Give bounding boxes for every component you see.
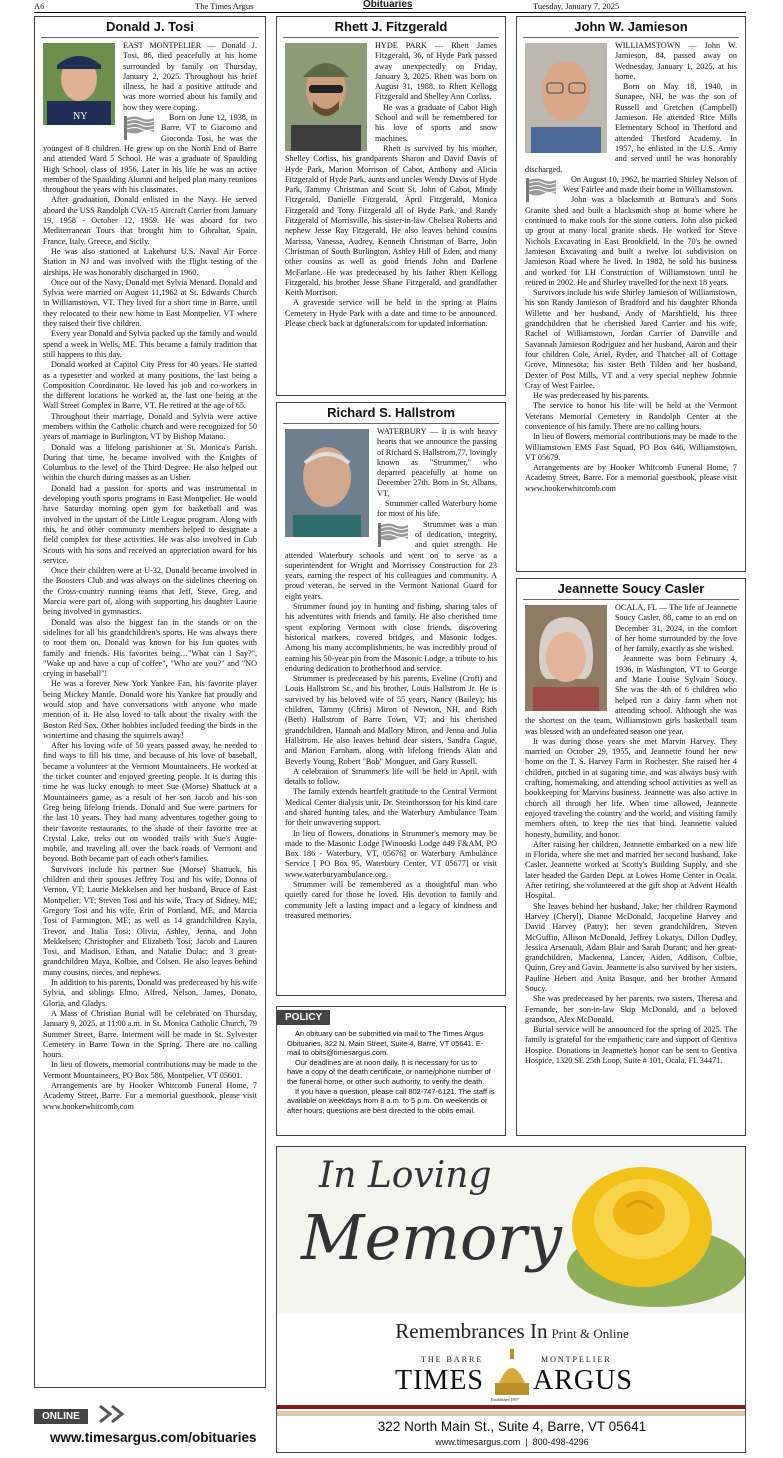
obit-text: Donald was a lifelong parishioner at St. Monica's Parish. During that time, he became involved with the Knights of Columbus to the level of the Third Degree. He also helped out within the church during masses as an Usher. [43, 442, 257, 483]
obit-name: Richard S. Hallstrom [327, 405, 455, 420]
obit-text: A celebration of Strummer's life will be held in April, with details to follow. [285, 766, 497, 787]
obit-text: Donald worked at Capitol City Press for 40 years. He started as a typesetter and worked at many positions, the last being a Composition Coordinator. He loved his job and co-workers in the different locations he worked at, the last one being at the Wall Street Complex in Barre, VT. He retired at the age of 65. [43, 360, 257, 411]
obituaries-link[interactable]: www.timesargus.com/obituaries [50, 1430, 257, 1445]
obit-text: In lieu of flowers, donations in Strummer's memory may be made to the Masonic Lodge [Winooski Lodge #49 F&AM, PO Box 186 - Waterbury, VT, 05676] or Waterbury Ambulance Service [ PO Box 95, Waterbury Center, VT 05677] or visit www.waterburyambulance.org. [285, 828, 497, 879]
obit-text: Donald had a passion for sports and was instrumental in developing youth sports programs in East Montpelier. He would have Saturday morning open gym for basketball and was involved in the upstart of the Little League program. Along with this, he and other community members helped to designate a field complex for these activities. He was also involved in Cub Scouts with his sons and received an appreciation award for his service. [43, 483, 257, 565]
policy-text: If you have a question, please call 802-747-6121. The staff is available on weekdays from 8 a.m. to 5 p.m. On weekends or after hours, questions are best directed to the obits email. [287, 1086, 495, 1115]
obit-text: EAST MONTPELIER — Donald J. Tosi, 86, died peacefully at his home surrounded by family on Thursday, January 2, 2025. Throughout his brief illness, he had a positive attitude and was more worried about his family and how they were coping. [123, 41, 257, 112]
obit-text: After raising her children, Jeannette embarked on a new life in Florida, where she met and married her second husband, Jake Casler. Jeannette worked at Scotty's Building Supply, and she later headed the Garden Dept. at Lowes Home Center in Ocala. After retiring, she volunteered at the gift shop at Advent Health Hospital. [525, 839, 737, 901]
ad-contact: www.timesargus.com | 800-498-4296 [435, 1437, 589, 1447]
page-header [34, 0, 746, 13]
ad-line1: In Loving [319, 1155, 492, 1196]
obit-text: In lieu of flowers, memorial contributions may be made to the Vermont Mountaineers, PO Box 586, Montpelier, VT 05601. [43, 1060, 257, 1080]
obit-text: In lieu of flowers, memorial contributions may be made to the Williamstown EMS Fast Squad, PO Box 646, Williamstown, VT 05679. [525, 432, 737, 462]
obit-text: Once out of the Navy, Donald met Sylvia Menard. Donald and Sylvia were married on August 11,1962 at St. Edwards Church in Williamstown, VT. They lived for a short time in Barre, until they relocated to their new home in East Montpelier, VT where they raised their five children. [43, 277, 257, 329]
flag-icon [123, 115, 155, 141]
obit-text: Once their children were at U-32, Donald became involved in the Boosters Club and was always on the sidelines cheering on the Cross-country running teams that Jeff, Steve, Greg, and Marcia were part of, along with supporting his daughter Laurie being involved in gymnastics. [43, 566, 257, 617]
flag-icon [525, 177, 557, 203]
ad-divider [277, 1411, 746, 1416]
ad-address: 322 North Main St., Suite 4, Barre, VT 05641 [377, 1419, 647, 1434]
obit-text: She leaves behind her husband, Jake; her children Raymond Harvey (Cheryl), Dianne McDonald, Jacqueline Harvey and David Harvey (Patty); her seven grandchildren, Steven McGuffin, Allison McDonald, Jeffrey Lokatys, Dillon Dudley, Jessica Arsenault, Adam Blair and Sarah Durant; and her great-grandchildren, Mackenna, Lancer, Aiden, Addison, Colbie, Quinn, Grey and Gavin. Jeannette is also survived by her sisters, Pauline Hebert and Anita Busque, and her brother Armand Soucy. [525, 901, 737, 993]
logo-montpelier: MONTPELIER [541, 1355, 612, 1364]
obit-text: WILLIAMSTOWN — John W. Jamieson, 84, passed away on Wednesday, January 1, 2025, at his home. [615, 41, 737, 81]
obit-text: He was a forever New York Yankee Fan, his favorite player being Mickey Mantle. Donald wore his Yankee hat proudly and would stop and have conversations with anyone who made mention of it. He also loved to talk about the rivalry with the Boston Red Sox. Other hobbies included feeding the birds in the wintertime and chasing the squirrels away! [43, 679, 257, 740]
photo-casler [525, 605, 607, 711]
ad-remembrances: Remembrances In [395, 1319, 548, 1343]
obit-text: The family extends heartfelt gratitude to the Central Vermont Medical Center dialysis unit, Dr. Steinthorsson for his kind care and shared hunting tales, and the Waterbury Ambulance Team for their unwavering support. [285, 787, 497, 828]
flag-icon [377, 522, 409, 548]
logo-established: Established 1897 [491, 1397, 519, 1402]
obit-text: A Mass of Christian Burial will be celebrated on Thursday, January 9, 2025, at 11:00 a.m. in St. Monica Catholic Church, 79 Summer Street, Barre. Interment will be made in St. Sylvester Cemetery in Barre Town in the Spring. There are no calling hours. [43, 1008, 257, 1060]
obit-text: After graduation, Donald enlisted in the Navy. He served aboard the USS Randolph CVA-15 Aircraft Carrier from January 19, 1958 - October 12, 1959. He was aboard for two Mediterranean Tours that brought him to Gibraltar, Spain, France, Italy, Greece, and Sicily. [43, 195, 257, 246]
online-tag: ONLINE [34, 1409, 88, 1424]
obit-text: Strummer is predeceased by his parents, Eveline (Croft) and Louis Hallstrom Sr., and his brother, Louis Hallstrom Jr. He is survived by his beloved wife of 55 years, Nancy (Bailey); his children, Tammy (Chris) Miron of Newton, NH, and Rich (Beth) Hallstrom of Barre Town, VT; and his cherished grandchildren, Hannah and Mallory Miron, and Jenna and Julia Hallstrom. He also leaves behind dear sisters, Sandra Gague, and Marion Farnham, along with lifelong friends Alan and Beverly Young, Robert "Bob" Monguer, and Gary Russell. [285, 674, 497, 766]
obit-text: Throughout their marriage, Donald and Sylvia were active members within the Catholic church and were recognized for 50 years of marriage in Burlington, VT by Bishop Matano. [43, 411, 257, 442]
obit-text: Survivors include his partner Sue (Morse) Shattuck, his children and their spouses Jeffrey Tosi and his wife, Donna of Vernon, VT; Laurie Mekkelsen and her husband, Bruce of East Montpelier, VT; Steven Tosi and his wife, Tracy of Sidney, ME; Gregory Tosi and his wife, Erin of Portland, ME, and Marcia Tosi of Farmington, ME; as well as 14 grandchildren Kayla, Trevor, and Italia Tosi; Olivia, Ashley, Jenna, and John Mekkelsen; Christopher and Elizabeth Tosi; Jacob and Lauren Tosi, and Madison, Ethan, and Natalie Dulac; and 3 great-grandchildren Maya, Kolbie, and Colsen. He also leaves behind many cousins, nieces, and nephews. [43, 864, 257, 977]
obit-text: A graveside service will be held in the spring at Plains Cemetery in Hyde Park with a date and time to be announced. Please check back at dgfunerals.com for updated information. [285, 298, 497, 329]
ad-divider [277, 1405, 746, 1409]
ad-line2: Memory [301, 1201, 562, 1274]
obit-text: Jeannette was born February 4, 1936, in Washington, VT to George and Marie Louise Sylvain Soucy. She was the 4th of 6 children who helped run a dairy farm when not attending school. Although she was the shortest on the team, Williamstown girls basketball team was blessed with an undefeated season one year. [525, 654, 737, 736]
obit-text: He was a graduate of Cabot High School and will be remembered for his love of sports and snow machines. [375, 102, 497, 143]
obit-text: Donald was also the biggest fan in the stands or on the sidelines for all his grandchildren's sports. He was always there to root them on. Donald was known for his fun quotes with family and friends. His favorites being…"What can I Say?", "Wake up and have a cup of coffee", "Who are you?" and "NO crying in baseball"! [43, 617, 257, 679]
obituary-casler [516, 578, 746, 1136]
obit-text: It was during those years she met Marvin Harvey. They married on October 29, 1955, and Jeannette found her new home on the T. S. Harvey Farm in Rochester. She raised her 4 children, pitched in at sugaring time, and was always busy with crafting, homemaking, and attending school activities as well as bookkeeping for Marvins business. Jeannette was also active in church all through her life. When time allowed, Jeannette enjoyed traveling the country and the world, and visiting family members often, to keep the ties that bind. Jeannette valued honesty, humility, and honor. [525, 736, 737, 839]
obit-text: Arrangements are by Hooker Whitcomb Funeral Home, 7 Academy Street, Barre. For a memorial guestbook, please visit www.hookerwhitcomb.com [525, 463, 737, 493]
obit-text: Arrangements are by Hooker Whitcomb Funeral Home, 7 Academy Street, Barre. For a memorial guestbook, please visit www.hookerwhitcomb.com [43, 1080, 257, 1111]
svg-text:NY: NY [73, 111, 88, 122]
obit-name: Rhett J. Fitzgerald [334, 19, 448, 34]
obit-text: John was a blacksmith at Buttura's and Sons Granite shed and built a blacksmith shop at home where he continued to make tools for the stone cutters. John also picked up grout at many local granite sheds. He worked for Steve Nichols Excavating in East Brookfield. In the 70's he owned Jamieson Excavating and built a twelve lot subdivision on Jamieson Road where he lived. In 1982, he sold his business and worked for LH Construction of Williamstown until he retired in 2002. He and Shirley travelled for the next 18 years. [525, 195, 737, 287]
obit-text: OCALA, FL — The life of Jeannette Soucy Casler, 88, came to an end on December 31, 2024, in the comfort of her home surrounded by the love of her family, exactly as she wished. [615, 603, 737, 654]
paper-name: The Times Argus [195, 1, 254, 11]
obit-text: He was predeceased by his parents. [533, 391, 649, 401]
chevrons-icon [98, 1404, 158, 1424]
obit-text: Strummer was a man of dedication, integrity, and quiet strength. He attended Waterbury schools and went on to serve as a superintendent for Wright and Morrissey Construction for 23 years, earning the respect of his colleagues and community. A proud veteran, he served in the Vermont National Guard for eight years. [285, 519, 497, 601]
obituary-tosi [34, 16, 266, 1388]
logo-argus: ARGUS [533, 1365, 633, 1396]
obit-text: WATERBURY — It is with heavy hearts that we announce the passing of Richard S. Hallstrom,77, lovingly known as "Strummer," who departed peacefully at home on December 27th. Born in St. Albans, VT, [377, 427, 497, 498]
policy-text: Our deadlines are at noon daily. It is necessary for us to have a copy of the death certificate, or name/phone number of the funeral home, or other such authority, to verify the death. [287, 1057, 491, 1086]
page-number: A6 [34, 1, 45, 11]
obit-name: John W. Jamieson [574, 19, 688, 34]
obit-text: HYDE PARK — Rhett James Fitzgerald, 36, of Hyde Park passed away unexpectedly on Friday, January 3, 2025. Rhett was born on August 31, 1988, to Rhett Kellogg Fitzgerald and Shelley Ann Corliss. [375, 41, 497, 102]
section-title: Obituaries [363, 0, 413, 10]
online-banner [34, 1404, 266, 1454]
obit-text: Born on May 18, 1940, in Sunapee, NH, he was the son of Russell and Gretchen (Campbell) Jamieson. He attended Rice Mills Elementary School in Thetford and attended Thetford Academy. In 1957, he enlisted in the U.S. Army and served until he was honorably discharged. [525, 82, 737, 174]
obit-name: Jeannette Soucy Casler [557, 581, 705, 596]
photo-tosi [43, 43, 115, 125]
issue-date: Tuesday, January 7, 2025 [533, 1, 620, 11]
logo-barre: THE BARRE [421, 1355, 484, 1364]
obit-text: Strummer will be remembered as a thoughtful man who quietly cared for those he loved. His devotion to family and community left a lasting impact and a legacy of kindness and treasured memories. [285, 880, 497, 920]
ad-print-online: Print & Online [551, 1326, 629, 1341]
obit-text: On August 10, 1962, he married Shirley Nelson of West Fairlee and made their home in Williamstown. [563, 174, 737, 195]
obit-text: The service to honor his life will be held at the Vermont Veterans Memorial Cemetery in Randolph Center at the convenience of his family. There are no calling hours. [525, 401, 737, 431]
obit-text: She was predeceased by her parents, two sisters, Theresa and Fernande, her son-in-law Skip McDonald, and a beloved grandson, Alex McDonald. [525, 994, 737, 1024]
policy-box [276, 1006, 506, 1136]
obit-text: Survivors include his wife Shirley Jamieson of Williamstown, his son Randy Jamieson of Bradford and his daughter Rhonda Willette and her husband, Andy of Marshfield, his three grandchildren that he cherished Jared Carrier and his wife, Rachel of Williamstown, Jordan Carrier of Danville and Savannah Jamieson Rodriguez and her husband, Aaron and their four children Cole, Ariel, Ryder, and Thatcher all of Cottage Grove, Minnesota; his sister Beth Tilden and her husband, Dexter of Post Mills, VT and a very special nephew Johnnie Cray of West Fairlee. [525, 288, 737, 390]
obit-text: Strummer found joy in hunting and fishing, sharing tales of his adventures with friends and family. He also cherished time spent exploring Vermont with close friends, discovering historical markers, covered bridges, and Masonic lodges. Among his many accomplishments, he was incredibly proud of earning his 50-year pin from the Masonic Lodge, a tribute to his enduring dedication to brotherhood and service. [285, 602, 497, 673]
obit-text: In addition to his parents, Donald was predeceased by his wife Sylvia, and siblings Elmo, Alfred, Nelson, James, Donato, Gloria, and Gladys. [43, 978, 257, 1008]
capitol-dome-icon [493, 1347, 531, 1397]
obit-text: Born on June 12, 1938, in Barre, VT to Giacomo and Gioconda Tosi, he was the youngest of 8 children. He grew up on the North End of Barre and attended Ward 5 School. He was a graduate of Spaulding High School, class of 1956. Later in his life he was an active member of the Spaulding Alumni and helped plan many reunions throughout the years with his classmates. [43, 113, 257, 195]
photo-jamieson [525, 43, 607, 153]
photo-hallstrom [285, 429, 369, 537]
obit-name: Donald J. Tosi [106, 19, 194, 34]
obit-text: After his loving wife of 50 years passed away, he needed to find ways to fill his time, and because of his love of baseball, became a volunteer at the Vermont Mountaineers. He worked at the ticket counter and enjoyed greeting people. It is during this time he was lucky enough to meet Sue (Morse) Shattuck at a Mountaineers game, as a result of her son Jacob and his son Greg being lifelong friends. Donald and Sue were partners for the last 10 years. They had many adventures together going to their favorite restaurants, to the shade of their favorite tree at Crystal Lake, treks out on wooded trails with Sue's Augie-mobile, and traveling all over the back roads of Vermont and beyond. Both became part of each other's families. [43, 741, 257, 864]
logo-times: TIMES [395, 1365, 484, 1396]
photo-fitzgerald [285, 43, 367, 151]
obit-text: He was also stationed at Lakehurst U.S. Naval Air Force Station in NJ and was involved with the flight testing of the airships. He was honorably discharged in 1960. [43, 246, 257, 277]
obit-text: Strummer called Waterbury home for most of his life. [377, 499, 497, 519]
obit-text: Burial service will be announced for the spring of 2025. The family is grateful for the empathetic care and support of Gentiva Hospice. Donations in Jeannette's honor can be sent to Gentiva Hospice, 1320 SE 25th Loop, Suite # 101, Ocala, FL 34471. [525, 1025, 737, 1066]
obit-text: Every year Donald and Sylvia packed up the family and would spend a week in Wells, ME. This became a family tradition that still happens to this day. [43, 329, 257, 359]
obituary-fitzgerald [276, 16, 506, 396]
obituary-hallstrom [276, 402, 506, 996]
obituary-jamieson [516, 16, 746, 572]
obit-text: Rhett is survived by his mother, Shelley Corliss, his grandparents Sharon and David Davis of Hyde Park, Marion Morrison of Cabot, Anthony and Alicia Fitzgerald of Hyde Park, aunts and uncles Wendy Davis of Hyde Park, Tammy Christman and Scott St. John of Cabot, Mindy Fitzgerald, Danielle Fitzgerald, April Fitzgerald, Monica Fitzgerald and Tony Fitzgerald all of Hyde Park, and Randy Fitzgerald of Morrisville, his sister-in-law Chelsea Roberts and nephew Jesse Ray Fitzgerald. He also leaves behind cousins Marissa, Vanessa, Audrey, Kenneth Christman of Barre, John Christman of South Burlington, Ashley Hill of Eden, and many other cousins as well as good friends John and Darlene McFarlane. He was predeceased by his father Rhett Kellogg Fitzgerald, his brother Jesse Shane Fitzgerald, and grandfather Keith Morrison. [285, 143, 497, 298]
policy-tag: POLICY [277, 1010, 330, 1025]
memory-ad [276, 1146, 746, 1453]
policy-text: An obituary can be submitted via mail to The Times Argus Obituaries, 322 N. Main Street, Suite 4, Barre, VT 05641. E-mail to obits@timesargus.com. [287, 1029, 484, 1058]
